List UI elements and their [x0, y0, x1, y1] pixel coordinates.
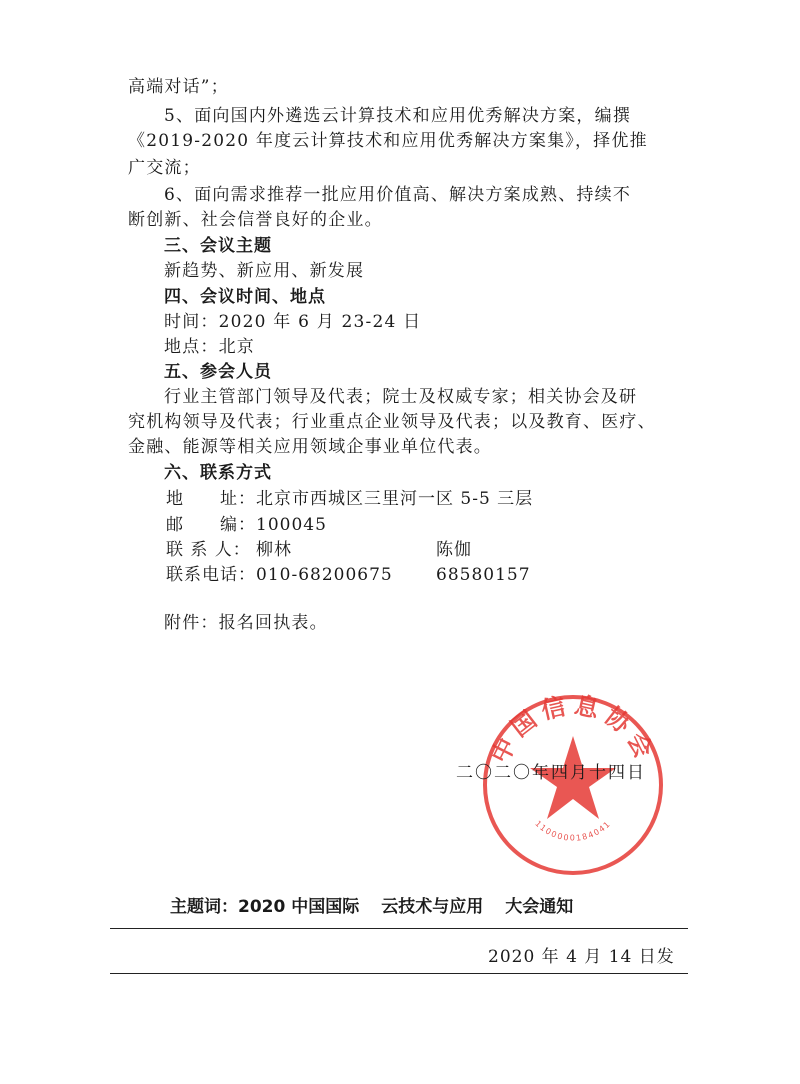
official-seal [478, 690, 668, 880]
section-5-title: 五、参会人员 [164, 362, 272, 382]
section-4-place: 地点：北京 [164, 337, 255, 357]
contact-person-2: 陈伽 [436, 540, 472, 560]
section-5-line-3: 金融、能源等相关应用领域企事业单位代表。 [128, 437, 492, 457]
section-6-title: 六、联系方式 [164, 463, 272, 483]
seal-text: 中国信息协会 [485, 690, 661, 768]
section-3-title: 三、会议主题 [164, 236, 272, 256]
body-line-4: 广交流； [128, 158, 201, 178]
keywords-item-3: 大会通知 [505, 897, 574, 917]
attachment-note: 附件：报名回执表。 [164, 613, 328, 633]
contact-phone-label: 联系电话： [166, 565, 256, 585]
divider-top [110, 928, 688, 929]
contact-person-label: 联 系 人： [166, 540, 251, 560]
contact-address-label: 地 址： [166, 489, 256, 509]
contact-postcode: 100045 [256, 515, 327, 535]
contact-postcode-label: 邮 编： [166, 515, 256, 535]
contact-person-1: 柳林 [256, 540, 292, 560]
contact-address: 北京市西城区三里河一区 5-5 三层 [256, 489, 534, 509]
body-line-3: 《2019-2020 年度云计算技术和应用优秀解决方案集》，择优推 [128, 131, 648, 151]
section-5-line-2: 究机构领导及代表；行业重点企业领导及代表；以及教育、医疗、 [128, 412, 656, 432]
section-5-line-1: 行业主管部门领导及代表；院士及权威专家；相关协会及研 [164, 387, 638, 407]
issue-date: 2020 年 4 月 14 日发 [488, 947, 675, 967]
contact-phone-1: 010-68200675 [256, 565, 393, 585]
body-line-2: 5、面向国内外遴选云计算技术和应用优秀解决方案，编撰 [164, 106, 632, 126]
signature-date: 二〇二〇年四月十四日 [456, 763, 646, 783]
divider-bottom [110, 973, 688, 974]
seal-number: 1100000184041 [533, 818, 613, 843]
section-4-time: 时间：2020 年 6 月 23-24 日 [164, 312, 422, 332]
keywords-line [170, 892, 595, 917]
svg-text:1100000184041 [533, 819, 612, 843]
section-4-title: 四、会议时间、地点 [164, 287, 326, 307]
body-line-6: 断创新、社会信誉良好的企业。 [128, 210, 383, 230]
body-line-5: 6、面向需求推荐一批应用价值高、解决方案成熟、持续不 [164, 185, 632, 205]
body-line-1: 高端对话”； [128, 77, 229, 97]
keywords-item-2: 云技术与应用 [381, 897, 484, 917]
keywords-label: 主题词：2020 中国国际 [170, 897, 360, 917]
section-3-text: 新趋势、新应用、新发展 [164, 261, 365, 281]
contact-phone-2: 68580157 [436, 565, 531, 585]
